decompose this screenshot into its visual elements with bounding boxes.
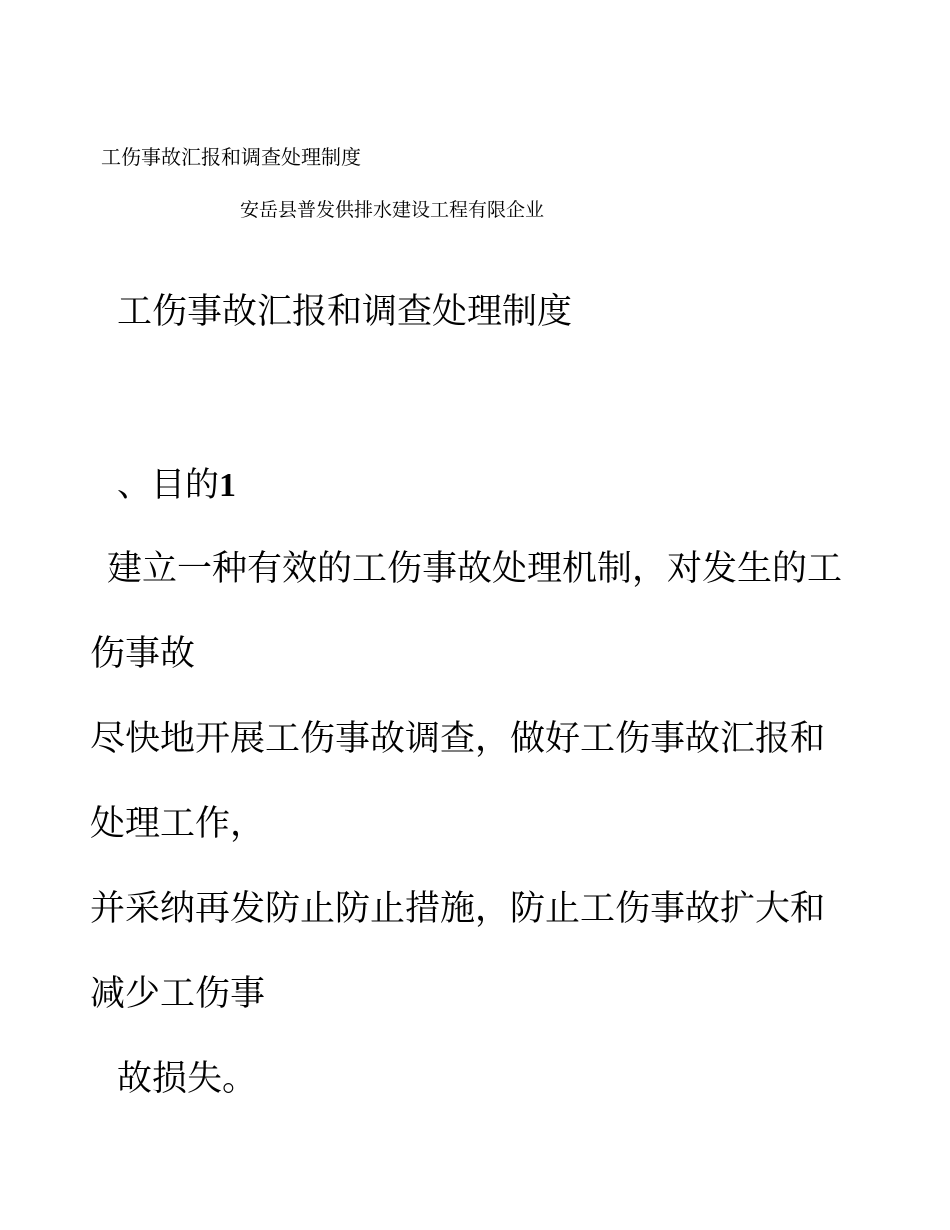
body-line: 并采纳再发防止防止措施，防止工伤事故扩大和 [90, 889, 826, 929]
header-title: 工伤事故汇报和调查处理制度 [101, 145, 361, 169]
company-name: 安岳县普发供排水建设工程有限企业 [240, 199, 545, 221]
body-line: 建立一种有效的工伤事故处理机制，对发生的工 [107, 549, 843, 589]
body-line: 故损失。 [117, 1059, 258, 1099]
section-number: 1 [219, 467, 236, 504]
body-line: 伤事故 [90, 634, 196, 674]
document-title: 工伤事故汇报和调查处理制度 [117, 292, 573, 332]
section-heading [117, 465, 236, 505]
section-heading-text: 、目的 [117, 465, 219, 505]
body-line: 处理工作， [90, 804, 266, 844]
body-line: 尽快地开展工伤事故调查，做好工伤事故汇报和 [90, 719, 826, 759]
body-line: 减少工伤事 [90, 974, 266, 1014]
